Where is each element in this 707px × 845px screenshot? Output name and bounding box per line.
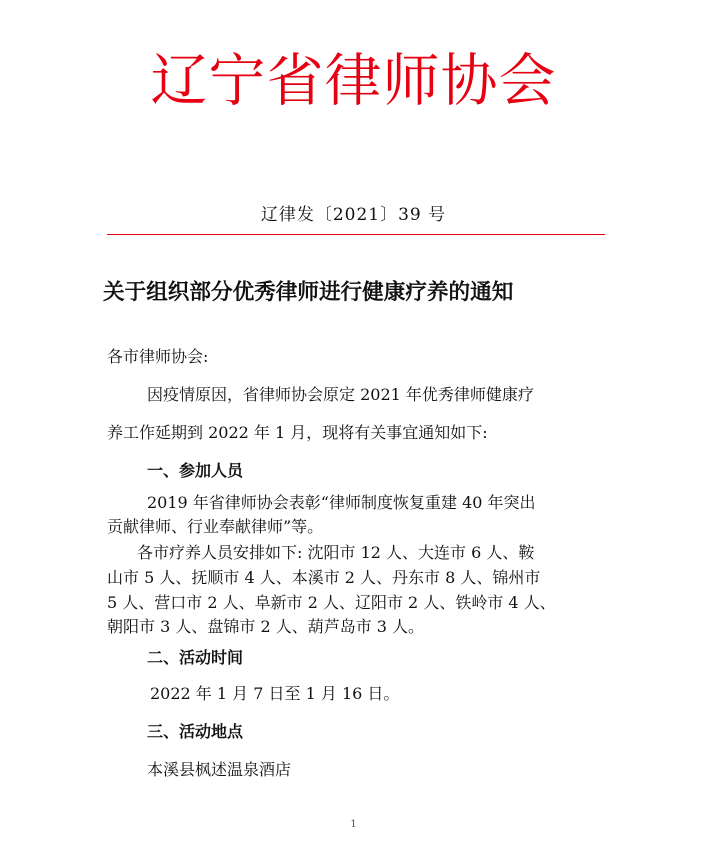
document-number: 辽律发〔2021〕39 号 [260, 205, 447, 225]
activity-location: 本溪县枫述温泉酒店 [147, 760, 292, 779]
intro-line: 因疫情原因，省律师协会原定 2021 年优秀律师健康疗 [147, 385, 534, 404]
page-number: 1 [350, 819, 357, 830]
section-heading-location: 三、活动地点 [147, 722, 244, 741]
notice-title: 关于组织部分优秀律师进行健康疗养的通知 [103, 280, 514, 305]
section-heading-time: 二、活动时间 [147, 648, 244, 667]
letterhead-divider [107, 234, 605, 235]
activity-time: 2022 年 1 月 7 日至 1 月 16 日。 [150, 684, 400, 703]
letterhead-org-name: 辽宁省律师协会 [150, 48, 557, 114]
allocation-line: 各市疗养人员安排如下: 沈阳市 12 人、大连市 6 人、鞍 [137, 543, 535, 562]
allocation-line: 5 人、营口市 2 人、阜新市 2 人、辽阳市 2 人、铁岭市 4 人、 [107, 593, 556, 612]
salutation: 各市律师协会: [107, 347, 209, 366]
participants-line: 2019 年省律师协会表彰“律师制度恢复重建 40 年突出 [147, 493, 536, 512]
section-heading-participants: 一、参加人员 [147, 461, 244, 480]
participants-line: 贡献律师、行业奉献律师”等。 [107, 517, 324, 536]
allocation-line: 朝阳市 3 人、盘锦市 2 人、葫芦岛市 3 人。 [107, 617, 425, 636]
allocation-line: 山市 5 人、抚顺市 4 人、本溪市 2 人、丹东市 8 人、锦州市 [107, 568, 541, 587]
intro-line: 养工作延期到 2022 年 1 月，现将有关事宜通知如下: [107, 423, 488, 442]
